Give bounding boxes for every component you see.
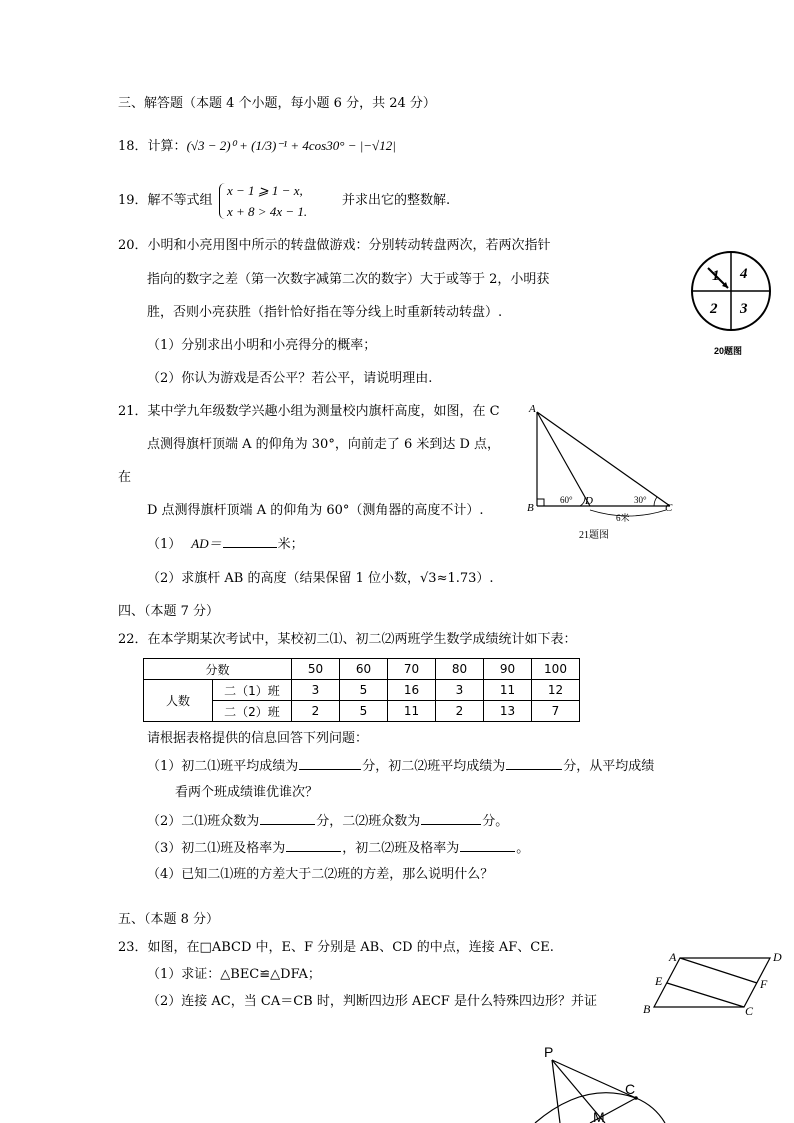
q22-s2b: 分，二⑵班众数为 [316,814,421,829]
fig24-label-P: P [544,1044,554,1060]
q22-s3b: ，初二⑵班及格率为 [342,841,460,856]
section-4-title: 四、（本题 7 分） [118,604,220,619]
q22-sub-2 [147,812,508,831]
q21-sub1-var: AD＝ [191,536,222,551]
q18-number: 18． [118,139,148,154]
q22-s2c: 分。 [482,814,509,829]
q22-blank-pass-2[interactable] [460,839,515,852]
fig21-angle-30: 30° [634,495,647,505]
q19-tail: 并求出它的整数解. [342,193,451,208]
spinner-number-1: 1 [712,268,720,284]
spinner-number-4: 4 [740,266,748,282]
q22-s1b: 分，初二⑵班平均成绩为 [362,759,506,774]
q22-sub-3 [147,839,529,858]
q23-line-1: 23．如图，在□ABCD 中，E、F 分别是 AB、CD 的中点，连接 AF、CE. [118,940,554,955]
q22-blank-pass-1[interactable] [286,839,341,852]
table-cell: 5 [340,680,388,701]
q22-s3c: 。 [516,841,530,856]
table-score: 80 [436,659,484,680]
q22-s1c: 分，从平均成绩 [563,759,655,774]
table-cell: 3 [436,680,484,701]
table-cell: 12 [532,680,580,701]
fig21-angle-60: 60° [560,495,573,505]
q21-answer-blank[interactable] [223,535,277,548]
q22-sub-1-cont: 看两个班成绩谁优谁次？ [175,785,319,800]
fig23-label-A: A [669,950,677,964]
table-cell: 3 [292,680,340,701]
q19-inequality-1: x − 1 ⩾ 1 − x, [227,183,303,198]
question-19 [118,192,213,210]
q18-expression: (√3 − 2)⁰ + (1/3)⁻¹ + 4cos30° − |−√12| [186,138,396,153]
fig23-label-C: C [745,1004,754,1018]
q22-blank-avg-1[interactable] [299,757,361,770]
table-header-score: 分数 [144,659,292,680]
q21-line-3: 在 [118,470,132,485]
fig23-label-F: F [760,977,768,991]
fig23-label-B: B [643,1002,651,1016]
table-cell: 2 [292,701,340,722]
table-score: 100 [532,659,580,680]
fig21-label-C: C [665,502,673,514]
fig21-label-A: A [529,403,536,415]
q19-number: 19． [118,193,148,208]
table-score: 90 [484,659,532,680]
q22-blank-avg-2[interactable] [506,757,562,770]
parallelogram-figure [640,945,790,1020]
q22-prompt: 请根据表格提供的信息回答下列问题： [147,731,369,746]
fig24-label-C: C [625,1081,636,1097]
q22-sub-1 [147,757,654,776]
spinner-caption: 20题图 [714,346,743,356]
q19-system-brace [219,183,226,219]
section-3-title: 三、解答题（本题 4 个小题，每小题 6 分，共 24 分） [118,96,436,111]
q20-sub-2: （2）你认为游戏是否公平？若公平，请说明理由. [147,371,433,386]
fig23-label-D: D [773,950,782,964]
table-score: 60 [340,659,388,680]
section-5-title: 五、（本题 8 分） [118,912,220,927]
q22-blank-mode-1[interactable] [260,812,315,825]
score-table [143,658,580,722]
table-header-count: 人数 [144,680,213,722]
q20-sub-1: （1）分别求出小明和小亮得分的概率； [147,338,377,353]
table-cell: 7 [532,701,580,722]
q22-intro: 22．在本学期某次考试中，某校初二⑴、初二⑵两班学生数学成绩统计如下表： [118,632,577,647]
q21-sub-1 [147,535,304,554]
fig21-distance: 6米 [616,513,630,523]
spinner-number-3: 3 [740,301,748,317]
q22-s2a: （2）二⑴班众数为 [147,814,260,829]
table-cell: 11 [388,701,436,722]
q19-lead: 解不等式组 [147,193,213,208]
spinner-figure [686,250,778,360]
q20-line-3: 胜，否则小亮获胜（指针恰好指在等分线上时重新转动转盘）. [147,305,503,320]
q21-sub1-suffix: 米； [277,537,304,552]
q23-sub-1: （1）求证：△BEC≌△DFA； [147,967,321,982]
spinner-number-2: 2 [710,301,718,317]
table-score: 70 [388,659,436,680]
q22-blank-mode-2[interactable] [421,812,481,825]
q20-line-1: 20．小明和小亮用图中所示的转盘做游戏：分别转动转盘两次，若两次指针 [118,238,551,253]
fig24-label-M: M [593,1109,605,1123]
q18-lead: 计算： [147,139,187,154]
q21-sub1-prefix: （1） [147,537,182,552]
table-class: 二（2）班 [213,701,292,722]
circle-tangent-figure [530,1040,680,1123]
q19-inequality-2: x + 8 > 4x − 1. [227,204,308,219]
q22-s1a: （1）初二⑴班平均成绩为 [147,759,299,774]
q22-sub-4: （4）已知二⑴班的方差大于二⑵班的方差，那么说明什么？ [147,867,494,882]
table-cell: 5 [340,701,388,722]
q23-sub-2: （2）连接 AC，当 CA＝CB 时，判断四边形 AECF 是什么特殊四边形？并证 [147,994,597,1009]
question-18 [118,137,396,156]
table-score: 50 [292,659,340,680]
table-cell: 16 [388,680,436,701]
table-cell: 2 [436,701,484,722]
q22-s3a: （3）初二⑴班及格率为 [147,841,286,856]
q21-line-4: D 点测得旗杆顶端 A 的仰角为 60°（测角器的高度不计）. [147,503,484,518]
flagpole-figure [524,400,684,545]
fig21-caption: 21题图 [579,530,609,541]
q21-line-1: 21．某中学九年级数学兴趣小组为测量校内旗杆高度，如图，在 C [118,404,500,419]
table-class: 二（1）班 [213,680,292,701]
q20-line-2: 指向的数字之差（第一次数字减第二次的数字）大于或等于 2，小明获 [147,272,550,287]
table-cell: 13 [484,701,532,722]
table-cell: 11 [484,680,532,701]
fig21-label-B: B [527,502,534,514]
fig23-label-E: E [655,974,663,988]
q21-sub-2: （2）求旗杆 AB 的高度（结果保留 1 位小数，√3≈1.73）. [147,571,494,586]
table-row [144,680,580,701]
fig21-label-D: D [585,495,593,507]
q21-line-2: 点测得旗杆顶端 A 的仰角为 30°，向前走了 6 米到达 D 点， [147,437,501,452]
